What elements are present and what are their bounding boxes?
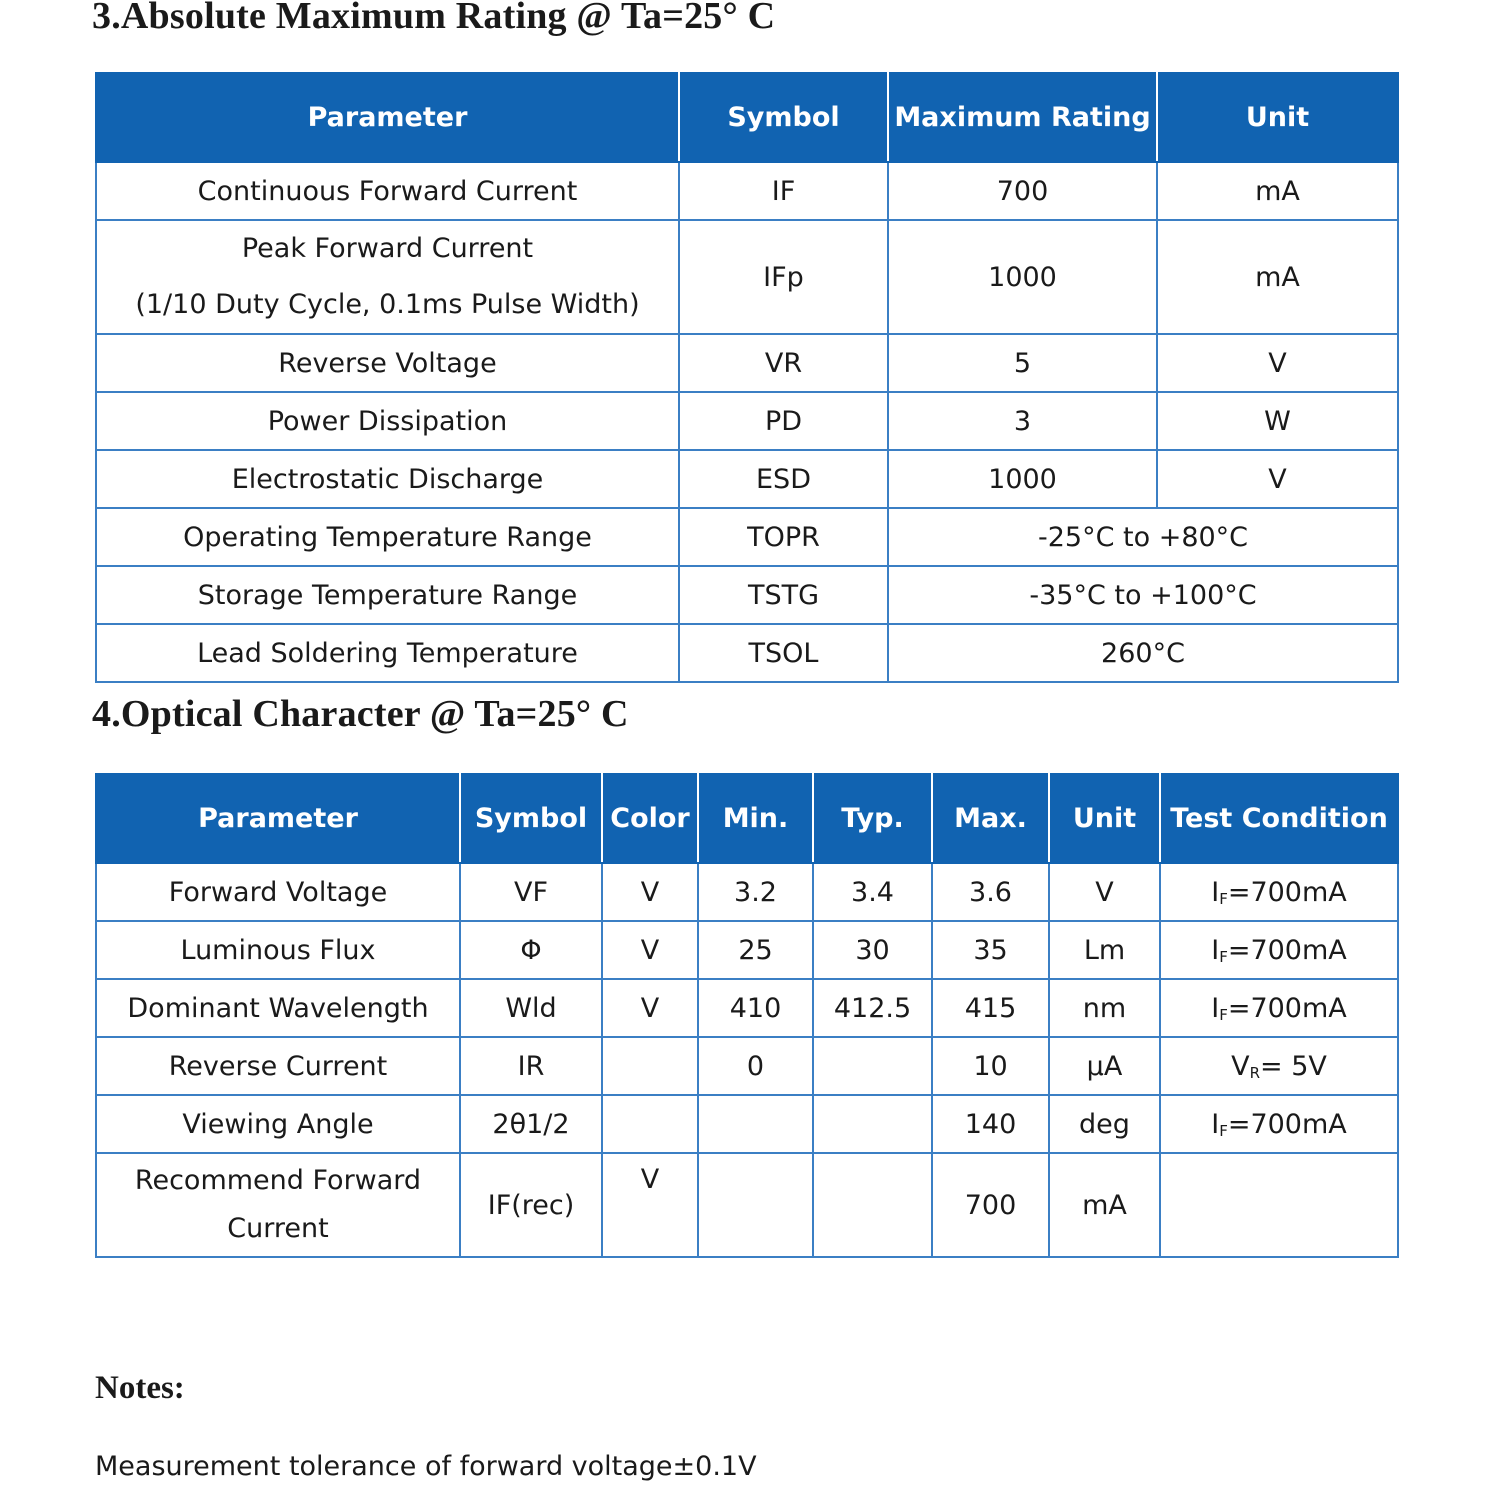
parameter-cell: Electrostatic Discharge	[96, 450, 679, 508]
condition-rest: =700mA	[1227, 876, 1347, 908]
table-row	[96, 450, 1398, 508]
unit-cell: μA	[1049, 1037, 1160, 1095]
header-maximum-rating: Maximum Rating	[888, 73, 1157, 162]
color-cell: V	[602, 863, 698, 921]
condition-cell	[1160, 921, 1398, 979]
symbol-cell: Wld	[460, 979, 602, 1037]
min-cell: 0	[698, 1037, 813, 1095]
parameter-cell: Recommend Forward Current	[96, 1153, 460, 1257]
rating-cell: -25°C to +80°C	[888, 508, 1398, 566]
notes-text: Measurement tolerance of forward voltage±0.1V	[95, 1451, 757, 1482]
symbol-cell: TSTG	[679, 566, 888, 624]
symbol-cell: IR	[460, 1037, 602, 1095]
table-row	[96, 334, 1398, 392]
unit-cell: mA	[1157, 162, 1398, 220]
unit-cell: V	[1157, 450, 1398, 508]
section3-title: 3.Absolute Maximum Rating @ Ta=25° C	[92, 0, 776, 37]
header-test-condition: Test Condition	[1160, 774, 1398, 863]
absolute-maximum-rating-table	[95, 72, 1399, 683]
table-row	[96, 508, 1398, 566]
header-typ: Typ.	[813, 774, 932, 863]
rating-cell: 260°C	[888, 624, 1398, 682]
symbol-cell: IFp	[679, 220, 888, 334]
parameter-cell: Power Dissipation	[96, 392, 679, 450]
color-cell: V	[602, 1153, 698, 1257]
condition-cell	[1160, 1095, 1398, 1153]
unit-cell: W	[1157, 392, 1398, 450]
parameter-cell: Reverse Voltage	[96, 334, 679, 392]
symbol-cell: IF	[679, 162, 888, 220]
max-cell: 35	[932, 921, 1049, 979]
table-row	[96, 1037, 1398, 1095]
symbol-cell: Φ	[460, 921, 602, 979]
max-cell: 700	[932, 1153, 1049, 1257]
parameter-cell: Forward Voltage	[96, 863, 460, 921]
condition-sub: R	[1249, 1063, 1261, 1082]
optical-character-table	[95, 773, 1399, 1258]
symbol-cell: PD	[679, 392, 888, 450]
table-row	[96, 921, 1398, 979]
condition-main: I	[1211, 876, 1220, 908]
min-cell	[698, 1095, 813, 1153]
header-color: Color	[602, 774, 698, 863]
parameter-line-2: (1/10 Duty Cycle, 0.1ms Pulse Width)	[135, 289, 640, 320]
table-row	[96, 624, 1398, 682]
table-row	[96, 1153, 1398, 1257]
table-header-row	[96, 73, 1398, 162]
parameter-cell: Viewing Angle	[96, 1095, 460, 1153]
parameter-cell: Lead Soldering Temperature	[96, 624, 679, 682]
max-cell: 10	[932, 1037, 1049, 1095]
symbol-cell: IF(rec)	[460, 1153, 602, 1257]
table-row	[96, 979, 1398, 1037]
color-cell: V	[602, 979, 698, 1037]
condition-rest: = 5V	[1260, 1050, 1327, 1082]
typ-cell: 30	[813, 921, 932, 979]
header-max: Max.	[932, 774, 1049, 863]
min-cell: 25	[698, 921, 813, 979]
symbol-cell: TOPR	[679, 508, 888, 566]
parameter-cell: Continuous Forward Current	[96, 162, 679, 220]
symbol-cell: VF	[460, 863, 602, 921]
max-cell: 140	[932, 1095, 1049, 1153]
header-unit: Unit	[1049, 774, 1160, 863]
unit-cell: deg	[1049, 1095, 1160, 1153]
rating-cell: 1000	[888, 220, 1157, 334]
header-min: Min.	[698, 774, 813, 863]
typ-cell: 3.4	[813, 863, 932, 921]
table-header-row	[96, 774, 1398, 863]
color-cell	[602, 1095, 698, 1153]
condition-sub: F	[1219, 1121, 1228, 1140]
table-row	[96, 162, 1398, 220]
condition-rest: =700mA	[1227, 992, 1347, 1024]
symbol-cell: VR	[679, 334, 888, 392]
unit-cell: Lm	[1049, 921, 1160, 979]
condition-sub: F	[1219, 947, 1228, 966]
symbol-cell: TSOL	[679, 624, 888, 682]
condition-sub: F	[1219, 1005, 1228, 1024]
unit-cell: nm	[1049, 979, 1160, 1037]
min-cell	[698, 1153, 813, 1257]
unit-cell: V	[1049, 863, 1160, 921]
table-row	[96, 392, 1398, 450]
condition-cell	[1160, 863, 1398, 921]
rating-cell: 3	[888, 392, 1157, 450]
condition-main: I	[1211, 992, 1220, 1024]
rating-cell: 1000	[888, 450, 1157, 508]
condition-sub: F	[1219, 889, 1228, 908]
section4-title: 4.Optical Character @ Ta=25° C	[92, 693, 629, 735]
parameter-cell	[96, 220, 679, 334]
rating-cell: 700	[888, 162, 1157, 220]
unit-cell: mA	[1157, 220, 1398, 334]
parameter-cell: Storage Temperature Range	[96, 566, 679, 624]
rating-cell: 5	[888, 334, 1157, 392]
color-cell: V	[602, 921, 698, 979]
condition-cell	[1160, 979, 1398, 1037]
parameter-cell: Operating Temperature Range	[96, 508, 679, 566]
condition-main: I	[1211, 934, 1220, 966]
color-cell	[602, 1037, 698, 1095]
header-unit: Unit	[1157, 73, 1398, 162]
min-cell: 410	[698, 979, 813, 1037]
min-cell: 3.2	[698, 863, 813, 921]
symbol-cell: ESD	[679, 450, 888, 508]
header-symbol: Symbol	[460, 774, 602, 863]
notes-title: Notes:	[95, 1370, 185, 1406]
table-row	[96, 863, 1398, 921]
unit-cell: V	[1157, 334, 1398, 392]
header-symbol: Symbol	[679, 73, 888, 162]
table-row	[96, 566, 1398, 624]
header-parameter: Parameter	[96, 73, 679, 162]
table-row	[96, 220, 1398, 334]
rating-cell: -35°C to +100°C	[888, 566, 1398, 624]
condition-cell	[1160, 1037, 1398, 1095]
condition-rest: =700mA	[1227, 1108, 1347, 1140]
unit-cell: mA	[1049, 1153, 1160, 1257]
parameter-cell: Dominant Wavelength	[96, 979, 460, 1037]
condition-cell	[1160, 1153, 1398, 1257]
condition-main: I	[1211, 1108, 1220, 1140]
typ-cell	[813, 1095, 932, 1153]
typ-cell: 412.5	[813, 979, 932, 1037]
symbol-cell: 2θ1/2	[460, 1095, 602, 1153]
typ-cell	[813, 1037, 932, 1095]
parameter-cell: Luminous Flux	[96, 921, 460, 979]
parameter-line-1: Peak Forward Current	[241, 233, 534, 264]
table-row	[96, 1095, 1398, 1153]
condition-rest: =700mA	[1227, 934, 1347, 966]
typ-cell	[813, 1153, 932, 1257]
max-cell: 415	[932, 979, 1049, 1037]
condition-main: V	[1231, 1050, 1250, 1082]
max-cell: 3.6	[932, 863, 1049, 921]
header-parameter: Parameter	[96, 774, 460, 863]
parameter-cell: Reverse Current	[96, 1037, 460, 1095]
